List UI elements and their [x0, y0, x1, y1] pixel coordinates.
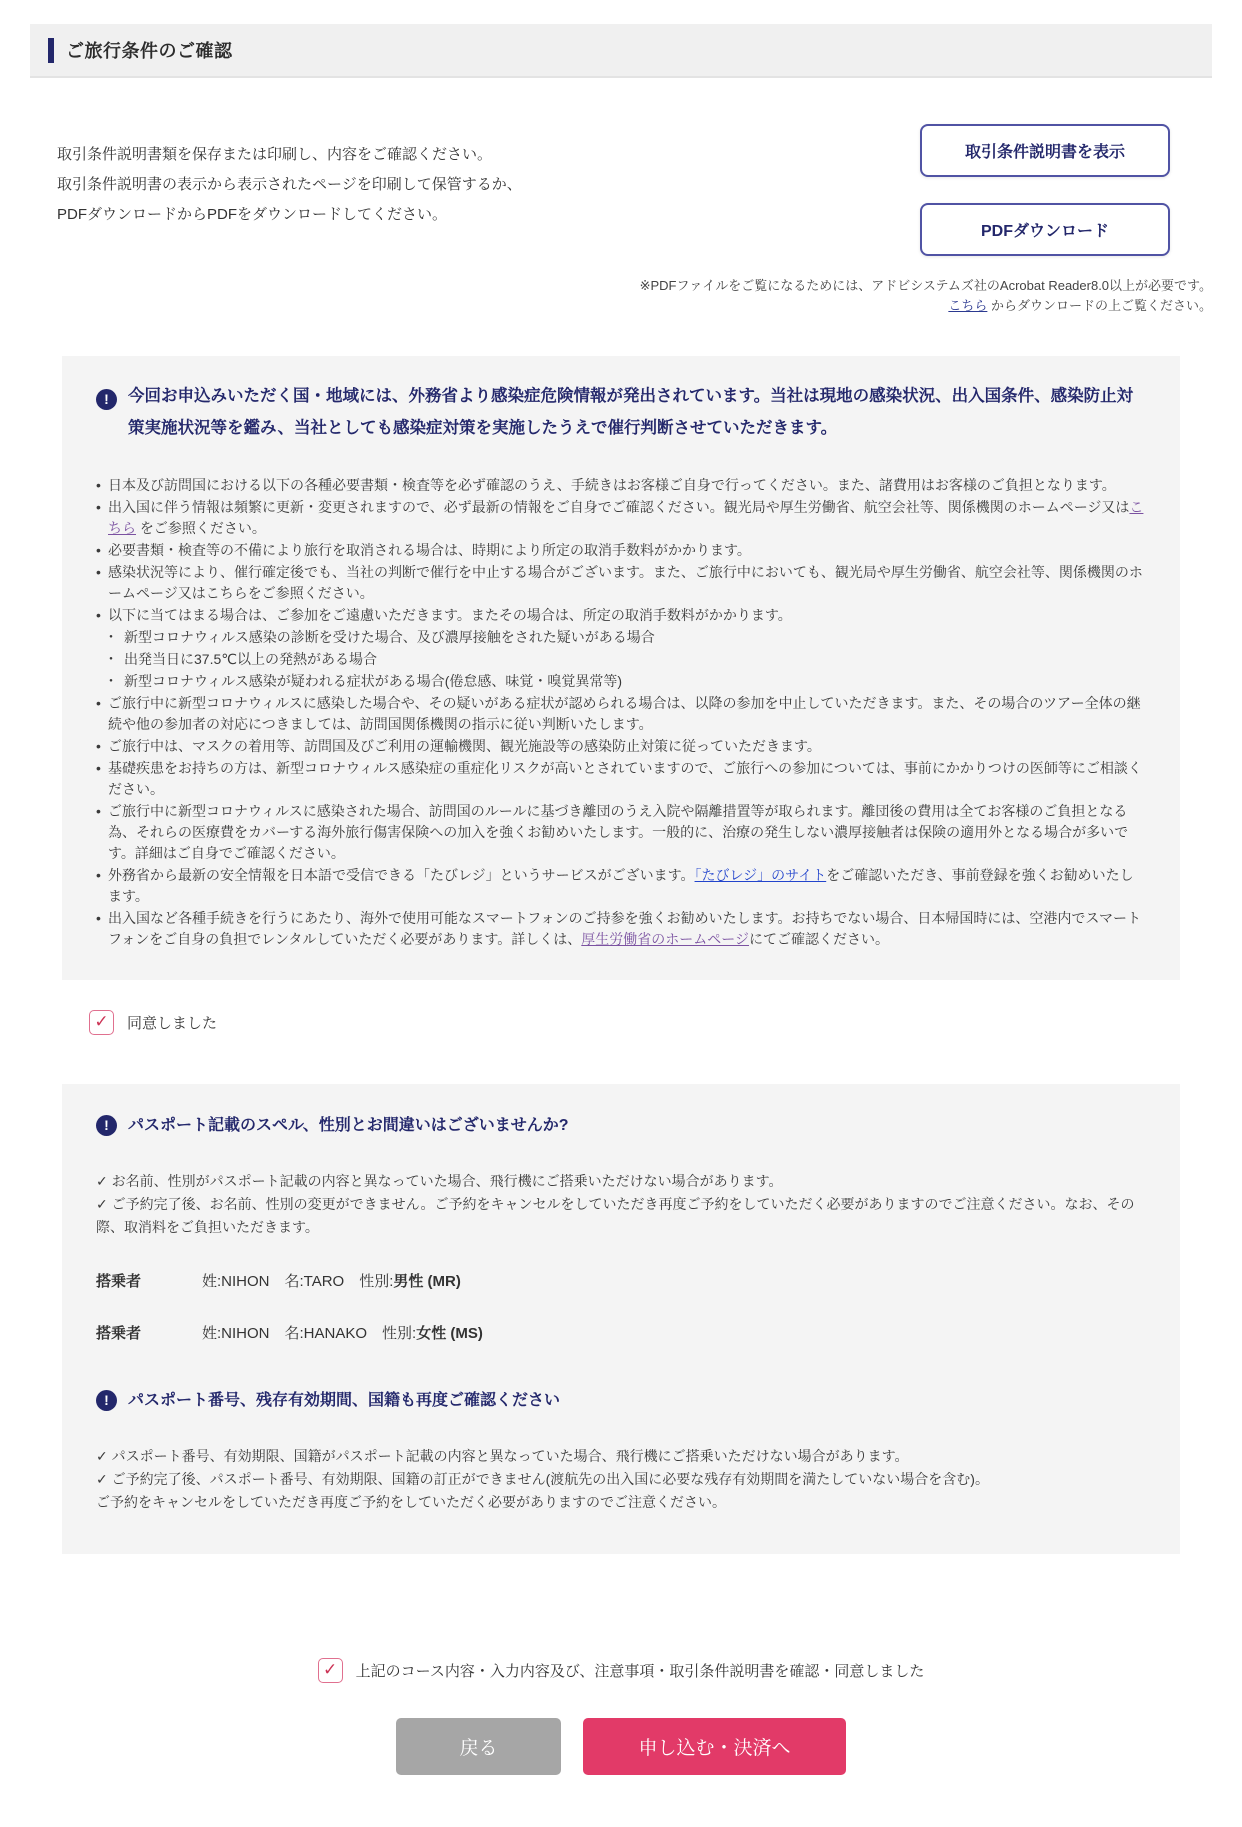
- notice-item: • ご旅行中に新型コロナウィルスに感染した場合や、その疑いがある症状が認められる場合は、以降の参加を中止していただきます。また、その場合のツアー全体の継続や他の参加者の対応につきましては、訪問国関係機関の指示に従い判断いたします。: [96, 693, 1146, 735]
- intro-line: 取引条件説明書類を保存または印刷し、内容をご確認ください。: [57, 146, 493, 163]
- intro-text: [30, 140, 522, 256]
- note-line: ご予約をキャンセルをしていただき再度ご予約をしていただく必要がありますのでご注意ください。: [96, 1493, 726, 1510]
- back-button[interactable]: 戻る: [396, 1718, 561, 1775]
- pdf-note-line2: [30, 296, 1212, 316]
- pdf-requirement-note: [30, 276, 1212, 316]
- agree2-label: 上記のコース内容・入力内容及び、注意事項・取引条件説明書を確認・同意しました: [355, 1662, 925, 1680]
- acrobat-download-link[interactable]: こちら: [948, 298, 988, 314]
- passport-number-heading: [96, 1389, 1146, 1413]
- notice-list: [96, 475, 1146, 950]
- notice-item: ・ 新型コロナウィルス感染の診断を受けた場合、及び濃厚接触をされた疑いがある場合: [96, 627, 1146, 648]
- notice-item: • 日本及び訪問国における以下の各種必要書類・検査等を必ず確認のうえ、手続きはお客様ご自身で行ってください。また、諸費用はお客様のご負担となります。: [96, 475, 1146, 496]
- page-title: ご旅行条件のご確認: [66, 41, 233, 61]
- pdf-download-button[interactable]: PDFダウンロード: [920, 203, 1170, 256]
- notice-item: • 基礎疾患をお持ちの方は、新型コロナウィルス感染症の重症化リスクが高いとされていますので、ご旅行への参加については、事前にかかりつけの医師等にご相談ください。: [96, 758, 1146, 800]
- passenger-row: [96, 1270, 1146, 1291]
- note-line: ✓ ご予約完了後、お名前、性別の変更ができません。ご予約をキャンセルをしていただき再度ご予約をしていただく必要がありますのでご注意ください。なお、その際、取消料をご負担いただきます。: [96, 1195, 1135, 1235]
- passport-spelling-heading: [96, 1114, 1146, 1138]
- related-info-link[interactable]: こちら: [108, 498, 1144, 536]
- notice-item: • 外務省から最新の安全情報を日本語で受信できる「たびレジ」というサービスがございます。「たびレジ」のサイトをご確認いただき、事前登録を強くお勧めいたします。: [96, 865, 1146, 907]
- passenger-gender: 男性 (MR): [393, 1272, 461, 1290]
- notice-item: • ご旅行中に新型コロナウィルスに感染された場合、訪問国のルールに基づき離団のうえ入院や隔離措置等が取られます。離団後の費用は全てお客様のご負担となる為、それらの医療費をカバーする海外旅行傷害保険への加入を強くお勧めいたします。一般的に、治療の発生しない濃厚接触者は保険の適用外となる場合が多いです。詳細はご自身でご確認ください。: [96, 801, 1146, 864]
- action-buttons: [0, 1718, 1242, 1827]
- infection-notice-box: [62, 356, 1180, 979]
- submit-payment-button[interactable]: 申し込む・決済へ: [583, 1718, 846, 1775]
- notice-item: • 出入国に伴う情報は頻繁に更新・変更されますので、必ず最新の情報をご自身でご確認ください。観光局や厚生労働省、航空会社等、関係機関のホームページ又はこちら をご参照ください。: [96, 497, 1146, 539]
- notice-item: ・ 新型コロナウィルス感染が疑われる症状がある場合(倦怠感、味覚・嗅覚異常等): [96, 671, 1146, 692]
- notice-item: ・ 出発当日に37.5℃以上の発熱がある場合: [96, 649, 1146, 670]
- intro-line: PDFダウンロードからPDFをダウンロードしてください。: [57, 206, 448, 223]
- agree2-checkbox[interactable]: [318, 1658, 343, 1683]
- note-line: ✓ お名前、性別がパスポート記載の内容と異なっていた場合、飛行機にご搭乗いただけない場合があります。: [96, 1172, 783, 1189]
- pdf-note-line1: ※PDFファイルをご覧になるためには、アドビシステムズ社のAcrobat Reader8.0以上が必要です。: [639, 278, 1212, 293]
- notice-item: • 必要書類・検査等の不備により旅行を取消される場合は、時期により所定の取消手数料がかかります。: [96, 540, 1146, 561]
- agree2-row: [0, 1658, 1242, 1683]
- page-header: [0, 0, 1242, 78]
- passenger-label: 搭乗者: [96, 1324, 142, 1342]
- passport-confirm-box: [62, 1084, 1180, 1554]
- alert-icon: !: [96, 389, 117, 410]
- passport-number-notes: [96, 1445, 1146, 1514]
- passport-spelling-heading-text: パスポート記載のスペル、性別とお間違いはございませんか?: [128, 1116, 569, 1134]
- passport-number-heading-text: パスポート番号、残存有効期間、国籍も再度ご確認ください: [128, 1391, 561, 1409]
- passenger-details: 姓:NIHON 名:TARO 性別:男性 (MR): [202, 1272, 461, 1290]
- passenger-gender: 女性 (MS): [416, 1324, 483, 1342]
- infection-notice-heading: [96, 380, 1146, 444]
- agree1-checkbox[interactable]: [89, 1010, 114, 1035]
- agree1-label: 同意しました: [127, 1014, 218, 1032]
- mhlw-homepage-link[interactable]: 厚生労働省のホームページ: [581, 930, 750, 947]
- note-line: ✓ ご予約完了後、パスポート番号、有効期限、国籍の訂正ができません(渡航先の出入国に必要な残存有効期間を満たしていない場合を含む)。: [96, 1470, 989, 1487]
- notice-item: • 感染状況等により、催行確定後でも、当社の判断で催行を中止する場合がございます。また、ご旅行中においても、観光局や厚生労働省、航空会社等、関係機関のホームページ又はこちらをご参照ください。: [96, 562, 1146, 604]
- checkmark-icon: ✓: [94, 1012, 109, 1032]
- alert-icon: !: [96, 1115, 117, 1136]
- notice-item: • 出入国など各種手続きを行うにあたり、海外で使用可能なスマートフォンのご持参を強くお勧めいたします。お持ちでない場合、日本帰国時には、空港内でスマートフォンをご自身の負担でレンタルしていただく必要があります。詳しくは、厚生労働省のホームページにてご確認ください。: [96, 908, 1146, 950]
- pdf-note-line2-rest: からダウンロードの上ご覧ください。: [987, 298, 1212, 314]
- notice-item: • 以下に当てはまる場合は、ご参加をご遠慮いただきます。またその場合は、所定の取消手数料がかかります。: [96, 605, 1146, 626]
- infection-notice-heading-text: 今回お申込みいただく国・地域には、外務省より感染症危険情報が発出されています。当社は現地の感染状況、出入国条件、感染防止対策実施状況等を鑑み、当社としても感染症対策を実施したうえで催行判断させていただきます。: [128, 387, 1134, 438]
- note-line: ✓ パスポート番号、有効期限、国籍がパスポート記載の内容と異なっていた場合、飛行機にご搭乗いただけない場合があります。: [96, 1447, 909, 1464]
- intro-line: 取引条件説明書の表示から表示されたページを印刷して保管するか、: [57, 176, 522, 193]
- passport-spelling-notes: [96, 1170, 1146, 1239]
- title-bar: [30, 24, 1212, 78]
- show-terms-button[interactable]: 取引条件説明書を表示: [920, 124, 1170, 177]
- agree1-row: [89, 1010, 1180, 1035]
- notice-item: • ご旅行中は、マスクの着用等、訪問国及びご利用の運輸機関、観光施設等の感染防止対策に従っていただきます。: [96, 736, 1146, 757]
- title-accent-bar: [48, 38, 54, 63]
- alert-icon: !: [96, 1390, 117, 1411]
- intro-section: [30, 124, 1212, 256]
- checkmark-icon: ✓: [323, 1660, 338, 1680]
- tabireg-site-link[interactable]: 「たびレジ」のサイト: [694, 866, 827, 883]
- passenger-details: 姓:NIHON 名:HANAKO 性別:女性 (MS): [202, 1324, 483, 1342]
- passenger-label: 搭乗者: [96, 1272, 142, 1290]
- passenger-row: [96, 1322, 1146, 1343]
